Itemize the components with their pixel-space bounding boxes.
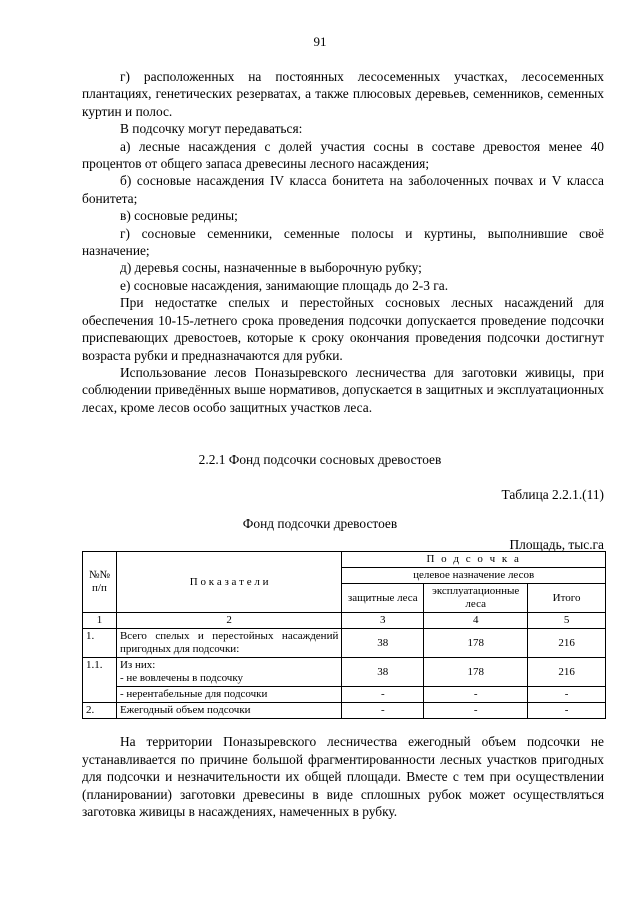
row-exploitation: - bbox=[424, 687, 528, 703]
colnum: 3 bbox=[342, 613, 424, 629]
table-title: Фонд подсочки древостоев bbox=[242, 516, 398, 531]
row-label: Всего спелых и перестойных насаждений пригодных для подсочки: bbox=[116, 629, 341, 658]
table-number: Таблица 2.2.1.(11) bbox=[501, 487, 604, 502]
paragraph: На территории Поназыревского лесничества ежегодный объем подсочки не устанавливается по причине большой фрагментированности лесных участков пригодных для подсочки и незначительности их общей площади. Вместе с тем при осуществлении (планировании) заготовки древесины в виде сплошных рубок может осуществляться заготовка живицы в насаждениях, намеченных в рубку. bbox=[82, 734, 604, 820]
colnum: 5 bbox=[528, 613, 606, 629]
row-label-line: - не вовлечены в подсочку bbox=[119, 672, 244, 684]
header-exploitation: эксплуатационные леса bbox=[424, 584, 528, 613]
row-num: 2. bbox=[83, 703, 117, 719]
body-text bbox=[82, 68, 604, 416]
row-total: 216 bbox=[528, 658, 606, 687]
row-exploitation: - bbox=[424, 703, 528, 719]
row-total: - bbox=[528, 703, 606, 719]
row-total: - bbox=[528, 687, 606, 703]
row-label-line: Из них: bbox=[119, 659, 156, 671]
paragraph: а) лесные насаждения с долей участия сосны в составе древостоя менее 40 процентов от общего запаса древесины лесного насаждения; bbox=[82, 138, 604, 172]
paragraph: Использование лесов Поназыревского лесничества для заготовки живицы, при соблюдении приведённых выше нормативов, допускается в защитных и эксплуатационных лесах, кроме лесов особо защитных участков леса. bbox=[82, 364, 604, 415]
header-total: Итого bbox=[528, 584, 606, 613]
paragraph: е) сосновые насаждения, занимающие площадь до 2-3 га. bbox=[120, 277, 449, 293]
header-num: №№ п/п bbox=[83, 552, 117, 613]
table-colnum-row bbox=[83, 613, 606, 629]
row-num: 1. bbox=[83, 629, 117, 658]
row-exploitation: 178 bbox=[424, 658, 528, 687]
row-num: 1.1. bbox=[83, 658, 117, 703]
table-row bbox=[83, 658, 606, 687]
section-heading: 2.2.1 Фонд подсочки сосновых древостоев bbox=[198, 452, 442, 467]
paragraph: д) деревья сосны, назначенные в выборочную рубку; bbox=[120, 260, 422, 276]
table-units: Площадь, тыс.га bbox=[509, 537, 604, 552]
header-purpose: целевое назначение лесов bbox=[342, 568, 606, 584]
header-tapping: П о д с о ч к а bbox=[342, 552, 606, 568]
row-label: Ежегодный объем подсочки bbox=[116, 703, 341, 719]
row-exploitation: 178 bbox=[424, 629, 528, 658]
row-total: 216 bbox=[528, 629, 606, 658]
paragraph: г) расположенных на постоянных лесосеменных участках, лесосеменных плантациях, генетических резерватах, а также плюсовых деревьев, семенников, семенных куртин и полос. bbox=[82, 69, 604, 119]
table-header-row bbox=[83, 552, 606, 568]
paragraph: г) сосновые семенники, семенные полосы и куртины, выполнившие своё назначение; bbox=[82, 225, 604, 259]
header-indicators: П о к а з а т е л и bbox=[116, 552, 341, 613]
row-protective: 38 bbox=[342, 629, 424, 658]
row-protective: - bbox=[342, 687, 424, 703]
colnum: 2 bbox=[116, 613, 341, 629]
row-label: - нерентабельные для подсочки bbox=[116, 687, 341, 703]
row-protective: - bbox=[342, 703, 424, 719]
paragraph: При недостатке спелых и перестойных сосновых лесных насаждений для обеспечения 10-15-летнего срока проведения подсочки допускается проведение подсочки приспевающих древостоев, которые к сроку окончания проведения подсочки достигнут возраста рубки и предназначаются для рубки. bbox=[82, 295, 604, 363]
paragraph: б) сосновые насаждения IV класса бонитета на заболоченных почвах и V класса бонитета; bbox=[82, 173, 604, 206]
table-row bbox=[83, 703, 606, 719]
table-row bbox=[83, 687, 606, 703]
table-row bbox=[83, 629, 606, 658]
header-protective: защитные леса bbox=[342, 584, 424, 613]
paragraph: в) сосновые редины; bbox=[120, 208, 238, 224]
row-protective: 38 bbox=[342, 658, 424, 687]
page-number: 91 bbox=[313, 34, 327, 49]
row-label bbox=[116, 658, 341, 687]
colnum: 4 bbox=[424, 613, 528, 629]
paragraph: В подсочку могут передаваться: bbox=[120, 121, 303, 137]
closing-text bbox=[82, 733, 604, 821]
fund-table bbox=[82, 551, 606, 719]
colnum: 1 bbox=[83, 613, 117, 629]
